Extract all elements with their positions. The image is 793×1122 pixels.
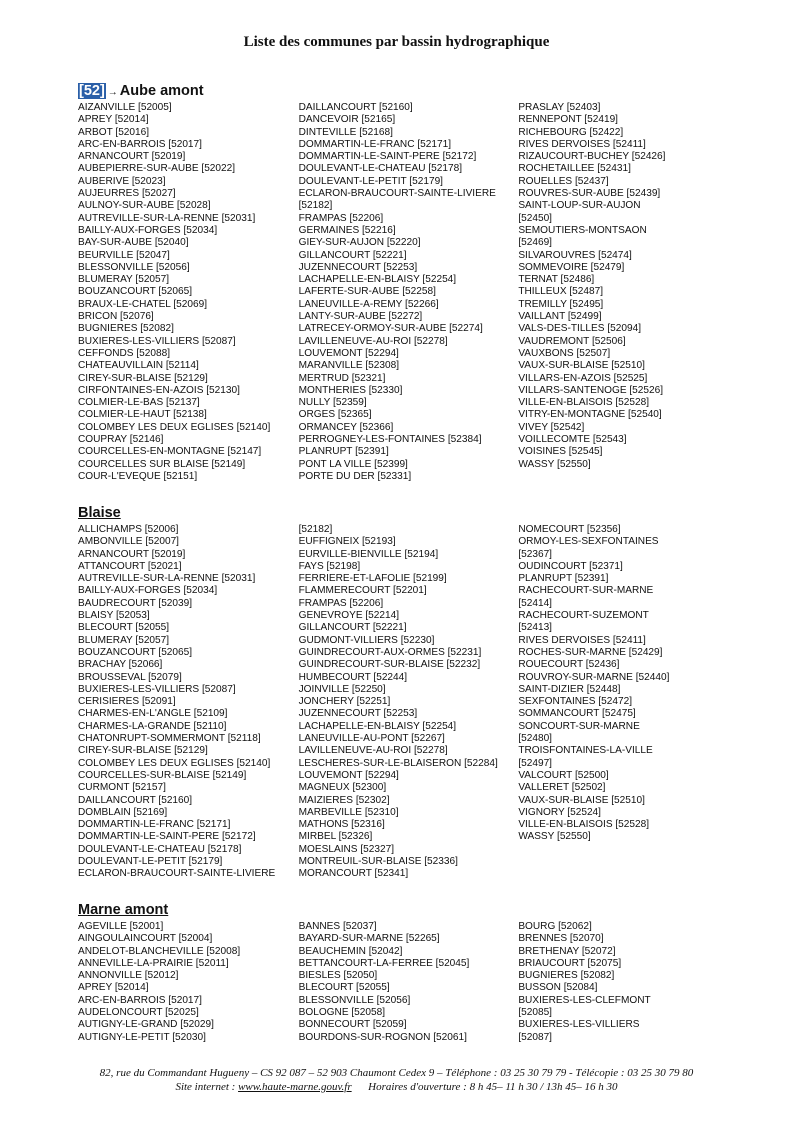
commune-entry: SOMMANCOURT [52475] <box>518 708 636 720</box>
commune-entry: DINTEVILLE [52168] <box>298 126 393 138</box>
commune-entry: GUINDRECOURT-SUR-BLAISE [52232] <box>298 659 481 671</box>
commune-entry: ALLICHAMPS [52006] <box>78 524 179 535</box>
commune-entry: JUZENNECOURT [52253] <box>298 261 418 273</box>
commune-entry: BUXIERES-LES-CLEFMONT <box>518 994 651 1006</box>
commune-entry: THILLEUX [52487] <box>518 286 604 298</box>
commune-entry: VAILLANT [52499] <box>518 311 602 323</box>
commune-entry: ORGES [52365] <box>298 409 372 421</box>
commune-entry: VAUX-SUR-BLAISE [52510] <box>518 794 645 806</box>
commune-entry: ROCHETAILLEE [52431] <box>518 163 631 175</box>
commune-entry: DOULEVANT-LE-CHATEAU [52178] <box>78 843 242 855</box>
commune-entry: APREY [52014] <box>78 982 149 994</box>
commune-column <box>299 524 519 881</box>
page-footer <box>0 1066 793 1094</box>
commune-entry: DOULEVANT-LE-PETIT [52179] <box>298 175 443 187</box>
commune-entry: BAUDRECOURT [52039] <box>78 597 193 609</box>
commune-column <box>299 921 519 1044</box>
commune-entry: VIGNORY [52524] <box>518 806 601 818</box>
commune-entry: BUXIERES-LES-VILLIERS [52087] <box>78 683 236 695</box>
commune-entry: CERISIERES [52091] <box>78 696 176 708</box>
commune-entry: SONCOURT-SUR-MARNE <box>518 720 640 732</box>
commune-entry: ARC-EN-BARROIS [52017] <box>78 994 202 1006</box>
commune-entry: LANEUVILLE-A-REMY [52266] <box>298 298 439 310</box>
commune-entry: AUTREVILLE-SUR-LA-RENNE [52031] <box>78 573 256 585</box>
commune-column <box>78 921 299 1044</box>
commune-column <box>299 102 519 483</box>
commune-entry: ECLARON-BRAUCOURT-SAINTE-LIVIERE <box>78 868 276 880</box>
commune-entry: BIESLES [52050] <box>298 970 378 982</box>
commune-entry: MARANVILLE [52308] <box>298 360 400 372</box>
commune-entry: BUGNIERES [52082] <box>78 323 174 335</box>
commune-entry: MONTREUIL-SUR-BLAISE [52336] <box>298 856 458 868</box>
commune-entry: BLUMERAY [52057] <box>78 634 170 646</box>
commune-entry: EURVILLE-BIENVILLE [52194] <box>298 548 439 560</box>
commune-entry: SILVAROUVRES [52474] <box>518 249 632 261</box>
commune-entry: AULNOY-SUR-AUBE [52028] <box>78 200 211 212</box>
commune-entry: GUDMONT-VILLIERS [52230] <box>298 634 435 646</box>
commune-entry: VILLE-EN-BLAISOIS [52528] <box>518 397 650 409</box>
commune-entry: BRICON [52076] <box>78 311 154 323</box>
commune-entry: DOMBLAIN [52169] <box>78 806 168 818</box>
commune-entry: MONTHERIES [52330] <box>298 384 403 396</box>
footer-hours: Horaires d'ouverture : 8 h 45– 11 h 30 / 13h 45– 16 h 30 <box>368 1081 618 1093</box>
commune-entry: AUBERIVE [52023] <box>78 175 166 187</box>
commune-entry: GENEVROYE [52214] <box>298 610 400 622</box>
commune-entry: VALCOURT [52500] <box>518 769 609 781</box>
commune-entry: VIVEY [52542] <box>518 421 585 433</box>
commune-entry: NULLY [52359] <box>298 397 367 409</box>
commune-entry: LACHAPELLE-EN-BLAISY [52254] <box>298 274 457 286</box>
commune-entry: DOMMARTIN-LE-SAINT-PERE [52172] <box>298 151 477 163</box>
commune-entry: BONNECOURT [52059] <box>298 1019 407 1031</box>
commune-entry: FRAMPAS [52206] <box>298 212 384 224</box>
commune-entry: TROISFONTAINES-LA-VILLE <box>518 745 653 757</box>
commune-entry: JUZENNECOURT [52253] <box>298 708 418 720</box>
commune-entry: DOULEVANT-LE-PETIT [52179] <box>78 856 223 868</box>
commune-entry: RICHEBOURG [52422] <box>518 126 624 138</box>
commune-entry: ANNONVILLE [52012] <box>78 970 179 982</box>
commune-entry: DOMMARTIN-LE-FRANC [52171] <box>298 138 451 150</box>
commune-entry: RIVES DERVOISES [52411] <box>518 138 646 150</box>
commune-entry: LESCHERES-SUR-LE-BLAISERON [52284] <box>298 757 498 769</box>
commune-entry: AUTIGNY-LE-GRAND [52029] <box>78 1019 214 1031</box>
commune-entry: TERNAT [52486] <box>518 274 595 286</box>
commune-entry: RACHECOURT-SUZEMONT <box>518 610 649 622</box>
commune-entry: FAYS [52198] <box>298 560 361 572</box>
commune-entry: PONT LA VILLE [52399] <box>298 458 408 470</box>
commune-entry: JOINVILLE [52250] <box>298 683 386 695</box>
commune-entry: PERROGNEY-LES-FONTAINES [52384] <box>298 434 482 446</box>
commune-entry: COUPRAY [52146] <box>78 434 164 446</box>
commune-column <box>78 102 299 483</box>
commune-entry: LOUVEMONT [52294] <box>298 769 399 781</box>
commune-entry: BUXIERES-LES-VILLIERS <box>518 1019 640 1031</box>
commune-entry: RENNEPONT [52419] <box>518 114 618 126</box>
commune-entry: RIVES DERVOISES [52411] <box>518 634 646 646</box>
commune-entry: ROUECOURT [52436] <box>518 659 620 671</box>
commune-entry: SEMOUTIERS-MONTSAON <box>518 224 647 236</box>
commune-entry: LANTY-SUR-AUBE [52272] <box>298 311 423 323</box>
commune-entry: BUGNIERES [52082] <box>518 970 615 982</box>
commune-entry: BUSSON [52084] <box>518 982 598 994</box>
commune-entry: NOMECOURT [52356] <box>518 524 621 535</box>
commune-entry: ECLARON-BRAUCOURT-SAINTE-LIVIERE <box>298 188 496 200</box>
commune-entry: VOISINES [52545] <box>518 446 603 458</box>
commune-entry: AUJEURRES [52027] <box>78 188 176 200</box>
commune-entry: BETTANCOURT-LA-FERREE [52045] <box>298 957 470 969</box>
commune-entry: ATTANCOURT [52021] <box>78 560 182 572</box>
commune-entry: [52480] <box>518 733 552 745</box>
commune-entry: BOURDONS-SUR-ROGNON [52061] <box>298 1031 467 1043</box>
commune-entry: BRIAUCOURT [52075] <box>518 957 622 969</box>
commune-entry: CHARMES-LA-GRANDE [52110] <box>78 720 227 732</box>
commune-entry: MOESLAINS [52327] <box>298 843 395 855</box>
commune-entry: LAFERTE-SUR-AUBE [52258] <box>298 286 436 298</box>
commune-entry: CHARMES-EN-L'ANGLE [52109] <box>78 708 228 720</box>
commune-entry: SAINT-DIZIER [52448] <box>518 683 621 695</box>
commune-entry: [52182] <box>298 524 333 535</box>
website-link[interactable]: www.haute-marne.gouv.fr <box>238 1081 352 1093</box>
footer-contact <box>0 1080 793 1094</box>
commune-entry: MATHONS [52316] <box>298 819 385 831</box>
commune-entry: PLANRUPT [52391] <box>518 573 609 585</box>
commune-entry: OUDINCOURT [52371] <box>518 560 623 572</box>
section-title: Marne amont <box>78 902 169 918</box>
commune-entry: VALS-DES-TILLES [52094] <box>518 323 641 335</box>
commune-entry: [52469] <box>518 237 552 249</box>
commune-entry: [52414] <box>518 597 552 609</box>
commune-entry: FERRIERE-ET-LAFOLIE [52199] <box>298 573 447 585</box>
commune-column <box>518 102 738 483</box>
commune-entry: BAY-SUR-AUBE [52040] <box>78 237 189 249</box>
commune-entry: [52087] <box>518 1031 552 1043</box>
commune-entry: ARC-EN-BARROIS [52017] <box>78 138 202 150</box>
commune-entry: GILLANCOURT [52221] <box>298 622 407 634</box>
commune-entry: DAILLANCOURT [52160] <box>78 794 193 806</box>
section-heading <box>78 899 738 921</box>
commune-entry: AINGOULAINCOURT [52004] <box>78 933 213 945</box>
commune-entry: DOMMARTIN-LE-FRANC [52171] <box>78 819 231 831</box>
commune-entry: RIZAUCOURT-BUCHEY [52426] <box>518 151 666 163</box>
section-title: Aube amont <box>119 83 204 99</box>
commune-entry: VILLE-EN-BLAISOIS [52528] <box>518 819 650 831</box>
commune-entry: BOUZANCOURT [52065] <box>78 646 193 658</box>
commune-columns <box>78 921 738 1044</box>
commune-entry: SEXFONTAINES [52472] <box>518 696 633 708</box>
commune-entry: GILLANCOURT [52221] <box>298 249 407 261</box>
commune-entry: MARBEVILLE [52310] <box>298 806 399 818</box>
commune-entry: PLANRUPT [52391] <box>298 446 389 458</box>
commune-entry: WASSY [52550] <box>518 831 591 843</box>
commune-entry: COUR-L'EVEQUE [52151] <box>78 470 198 482</box>
commune-entry: COLMIER-LE-BAS [52137] <box>78 397 200 409</box>
arrow-icon: → <box>107 87 118 98</box>
commune-column <box>518 524 738 881</box>
commune-entry: AUTREVILLE-SUR-LA-RENNE [52031] <box>78 212 256 224</box>
commune-entry: VAUX-SUR-BLAISE [52510] <box>518 360 645 372</box>
commune-entry: VILLARS-EN-AZOIS [52525] <box>518 372 648 384</box>
commune-entry: ARBOT [52016] <box>78 126 150 138</box>
commune-entry: PRASLAY [52403] <box>518 102 601 113</box>
commune-entry: DANCEVOIR [52165] <box>298 114 396 126</box>
commune-column <box>518 921 738 1044</box>
commune-entry: TREMILLY [52495] <box>518 298 604 310</box>
commune-entry: GERMAINES [52216] <box>298 224 396 236</box>
commune-entry: EUFFIGNEIX [52193] <box>298 536 396 548</box>
section-heading <box>78 502 738 524</box>
commune-entry: BROUSSEVAL [52079] <box>78 671 182 683</box>
commune-entry: JONCHERY [52251] <box>298 696 391 708</box>
commune-entry: LANEUVILLE-AU-PONT [52267] <box>298 733 445 745</box>
commune-entry: [52413] <box>518 622 552 634</box>
commune-entry: MAIZIERES [52302] <box>298 794 390 806</box>
commune-entry: [52085] <box>518 1007 552 1019</box>
section-blaise <box>78 502 738 881</box>
commune-entry: ROUVROY-SUR-MARNE [52440] <box>518 671 670 683</box>
commune-entry: BRACHAY [52066] <box>78 659 163 671</box>
commune-entry: BOURG [52062] <box>518 921 592 932</box>
commune-entry: ROUVRES-SUR-AUBE [52439] <box>518 188 661 200</box>
commune-entry: BLECOURT [52055] <box>298 982 390 994</box>
commune-entry: RACHECOURT-SUR-MARNE <box>518 585 654 597</box>
commune-entry: BRENNES [52070] <box>518 933 604 945</box>
commune-entry: LOUVEMONT [52294] <box>298 347 399 359</box>
page-title: Liste des communes par bassin hydrographique <box>243 34 550 50</box>
commune-entry: COURCELLES-SUR-BLAISE [52149] <box>78 769 247 781</box>
commune-entry: FLAMMERECOURT [52201] <box>298 585 427 597</box>
commune-entry: AGEVILLE [52001] <box>78 921 164 932</box>
commune-columns <box>78 102 738 483</box>
commune-entry: LAVILLENEUVE-AU-ROI [52278] <box>298 335 448 347</box>
commune-entry: BAYARD-SUR-MARNE [52265] <box>298 933 440 945</box>
commune-entry: BLESSONVILLE [52056] <box>298 994 411 1006</box>
commune-entry: AIZANVILLE [52005] <box>78 102 172 113</box>
commune-entry: CHATEAUVILLAIN [52114] <box>78 360 199 372</box>
commune-entry: MAGNEUX [52300] <box>298 782 387 794</box>
commune-entry: [52367] <box>518 548 552 560</box>
commune-entry: FRAMPAS [52206] <box>298 597 384 609</box>
commune-entry: CIREY-SUR-BLAISE [52129] <box>78 372 208 384</box>
commune-entry: [52450] <box>518 212 552 224</box>
commune-entry: GUINDRECOURT-AUX-ORMES [52231] <box>298 646 482 658</box>
commune-entry: LACHAPELLE-EN-BLAISY [52254] <box>298 720 457 732</box>
section-marne-amont <box>78 899 738 1044</box>
footer-address: 82, rue du Commandant Hugueny – CS 92 087 – 52 903 Chaumont Cedex 9 – Téléphone : 03 25 30 79 79 - Télécopie : 03 25 30 79 80 <box>99 1067 694 1079</box>
commune-entry: AMBONVILLE [52007] <box>78 536 179 548</box>
commune-entry: COURCELLES-EN-MONTAGNE [52147] <box>78 446 262 458</box>
commune-entry: BEURVILLE [52047] <box>78 249 170 261</box>
commune-entry: ANNEVILLE-LA-PRAIRIE [52011] <box>78 957 229 969</box>
commune-entry: BOUZANCOURT [52065] <box>78 286 193 298</box>
commune-entry: ROCHES-SUR-MARNE [52429] <box>518 646 663 658</box>
commune-entry: MERTRUD [52321] <box>298 372 386 384</box>
commune-entry: ARNANCOURT [52019] <box>78 151 186 163</box>
commune-columns <box>78 524 738 881</box>
commune-entry: DOULEVANT-LE-CHATEAU [52178] <box>298 163 463 175</box>
commune-entry: HUMBECOURT [52244] <box>298 671 408 683</box>
commune-entry: VOILLECOMTE [52543] <box>518 434 627 446</box>
commune-entry: BRETHENAY [52072] <box>518 945 616 957</box>
commune-entry: VITRY-EN-MONTAGNE [52540] <box>518 409 662 421</box>
commune-entry: LAVILLENEUVE-AU-ROI [52278] <box>298 745 448 757</box>
footer-site-label: Site internet : <box>175 1081 236 1093</box>
commune-entry: COLMIER-LE-HAUT [52138] <box>78 409 207 421</box>
commune-entry: BAILLY-AUX-FORGES [52034] <box>78 224 218 236</box>
commune-entry: DOMMARTIN-LE-SAINT-PERE [52172] <box>78 831 256 843</box>
commune-entry: BLESSONVILLE [52056] <box>78 261 190 273</box>
commune-entry: BAILLY-AUX-FORGES [52034] <box>78 585 218 597</box>
commune-entry: APREY [52014] <box>78 114 149 126</box>
commune-entry: [52497] <box>518 757 552 769</box>
commune-entry: BEAUCHEMIN [52042] <box>298 945 403 957</box>
commune-entry: CHATONRUPT-SOMMERMONT [52118] <box>78 733 261 745</box>
commune-entry: SAINT-LOUP-SUR-AUJON <box>518 200 641 212</box>
commune-entry: VILLARS-SANTENOGE [52526] <box>518 384 664 396</box>
commune-entry: VAUXBONS [52507] <box>518 347 611 359</box>
commune-entry: BLECOURT [52055] <box>78 622 170 634</box>
section-heading <box>78 80 738 102</box>
commune-entry: COLOMBEY LES DEUX EGLISES [52140] <box>78 757 271 769</box>
commune-entry: BUXIERES-LES-VILLIERS [52087] <box>78 335 236 347</box>
commune-entry: COLOMBEY LES DEUX EGLISES [52140] <box>78 421 271 433</box>
commune-column <box>78 524 299 881</box>
commune-entry: [52182] <box>298 200 333 212</box>
commune-entry: VAUDREMONT [52506] <box>518 335 626 347</box>
commune-entry: SOMMEVOIRE [52479] <box>518 261 625 273</box>
commune-entry: ARNANCOURT [52019] <box>78 548 186 560</box>
commune-entry: PORTE DU DER [52331] <box>298 470 412 482</box>
commune-entry: AUTIGNY-LE-PETIT [52030] <box>78 1031 206 1043</box>
commune-entry: CEFFONDS [52088] <box>78 347 170 359</box>
commune-entry: GIEY-SUR-AUJON [52220] <box>298 237 421 249</box>
commune-entry: BOLOGNE [52058] <box>298 1007 386 1019</box>
commune-entry: ORMOY-LES-SEXFONTAINES <box>518 536 659 548</box>
commune-entry: AUBEPIERRE-SUR-AUBE [52022] <box>78 163 236 175</box>
commune-entry: AUDELONCOURT [52025] <box>78 1007 199 1019</box>
commune-entry: DAILLANCOURT [52160] <box>298 102 413 113</box>
commune-entry: ANDELOT-BLANCHEVILLE [52008] <box>78 945 241 957</box>
section-title: Blaise <box>78 505 121 521</box>
commune-entry: LATRECEY-ORMOY-SUR-AUBE [52274] <box>298 323 483 335</box>
commune-entry: BLUMERAY [52057] <box>78 274 170 286</box>
commune-entry: COURCELLES SUR BLAISE [52149] <box>78 458 246 470</box>
department-code: [52] <box>79 83 105 99</box>
commune-entry: WASSY [52550] <box>518 458 591 470</box>
commune-entry: CIRFONTAINES-EN-AZOIS [52130] <box>78 384 240 396</box>
commune-entry: BRAUX-LE-CHATEL [52069] <box>78 298 208 310</box>
commune-entry: MORANCOURT [52341] <box>298 868 409 880</box>
section-aube-amont <box>78 80 738 483</box>
commune-entry: CIREY-SUR-BLAISE [52129] <box>78 745 208 757</box>
commune-entry: ORMANCEY [52366] <box>298 421 394 433</box>
commune-entry: CURMONT [52157] <box>78 782 166 794</box>
commune-entry: BANNES [52037] <box>298 921 377 932</box>
commune-entry: VALLERET [52502] <box>518 782 606 794</box>
commune-entry: MIRBEL [52326] <box>298 831 373 843</box>
commune-entry: ROUELLES [52437] <box>518 175 609 187</box>
commune-entry: BLAISY [52053] <box>78 610 150 622</box>
